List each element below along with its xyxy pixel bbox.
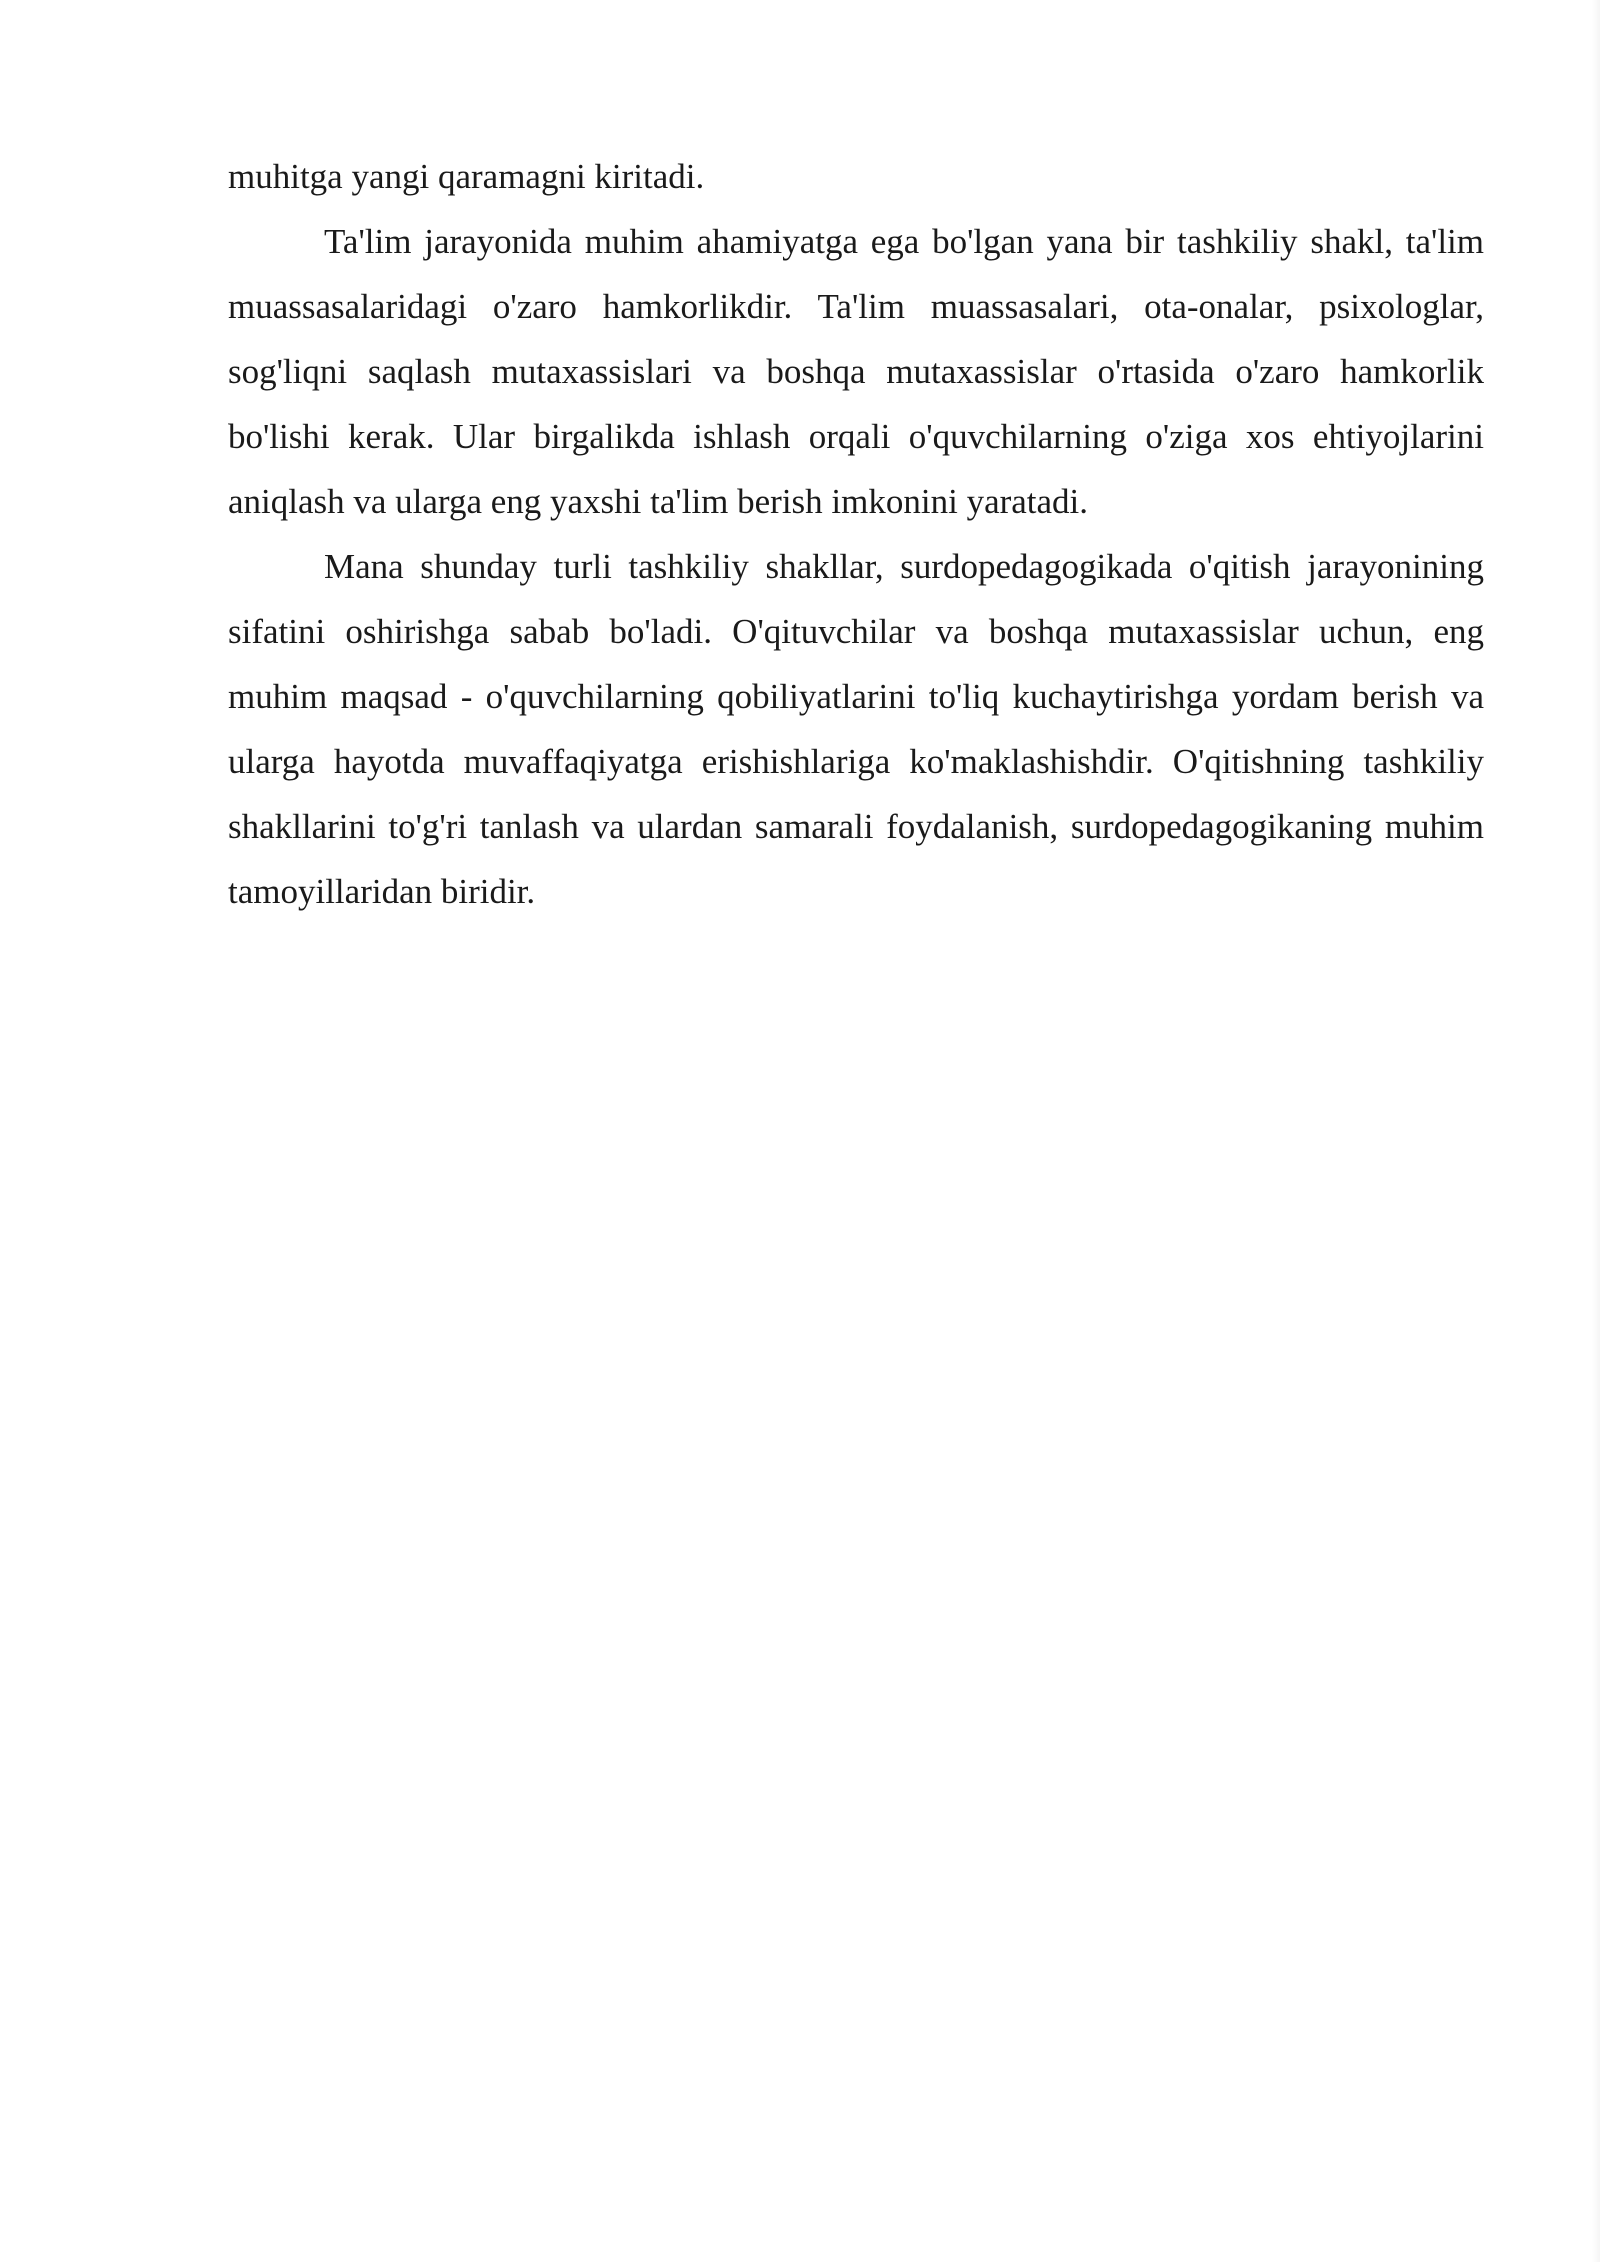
paragraph-continuation: muhitga yangi qaramagni kiritadi. — [228, 157, 705, 196]
paragraph-conclusion: Mana shunday turli tashkiliy shakllar, surdopedagogikada o'qitish jarayonining sifatini oshirishga sabab bo'ladi. O'qituvchilar va boshqa mutaxassislar uchun, eng muhim maqsad - o'quvchilarning qobiliyatlarini to'liq kuchaytirishga yordam berish va ularga hayotda muvaffaqiyatga erishishlariga ko'maklashishdir. O'qitishning tashkiliy shakllarini to'g'ri tanlash va ulardan samarali foydalanish, surdopedagogikaning muhim tamoyillaridan biridir. — [228, 547, 1484, 911]
page-edge — [1592, 0, 1600, 2262]
document-body — [228, 144, 1484, 924]
paragraph-collaboration: Ta'lim jarayonida muhim ahamiyatga ega bo'lgan yana bir tashkiliy shakl, ta'lim muassasalaridagi o'zaro hamkorlikdir. Ta'lim muassasalari, ota-onalar, psixologlar, sog'liqni saqlash mutaxassislari va boshqa mutaxassislar o'rtasida o'zaro hamkorlik bo'lishi kerak. Ular birgalikda ishlash orqali o'quvchilarning o'ziga xos ehtiyojlarini aniqlash va ularga eng yaxshi ta'lim berish imkonini yaratadi. — [228, 222, 1484, 521]
